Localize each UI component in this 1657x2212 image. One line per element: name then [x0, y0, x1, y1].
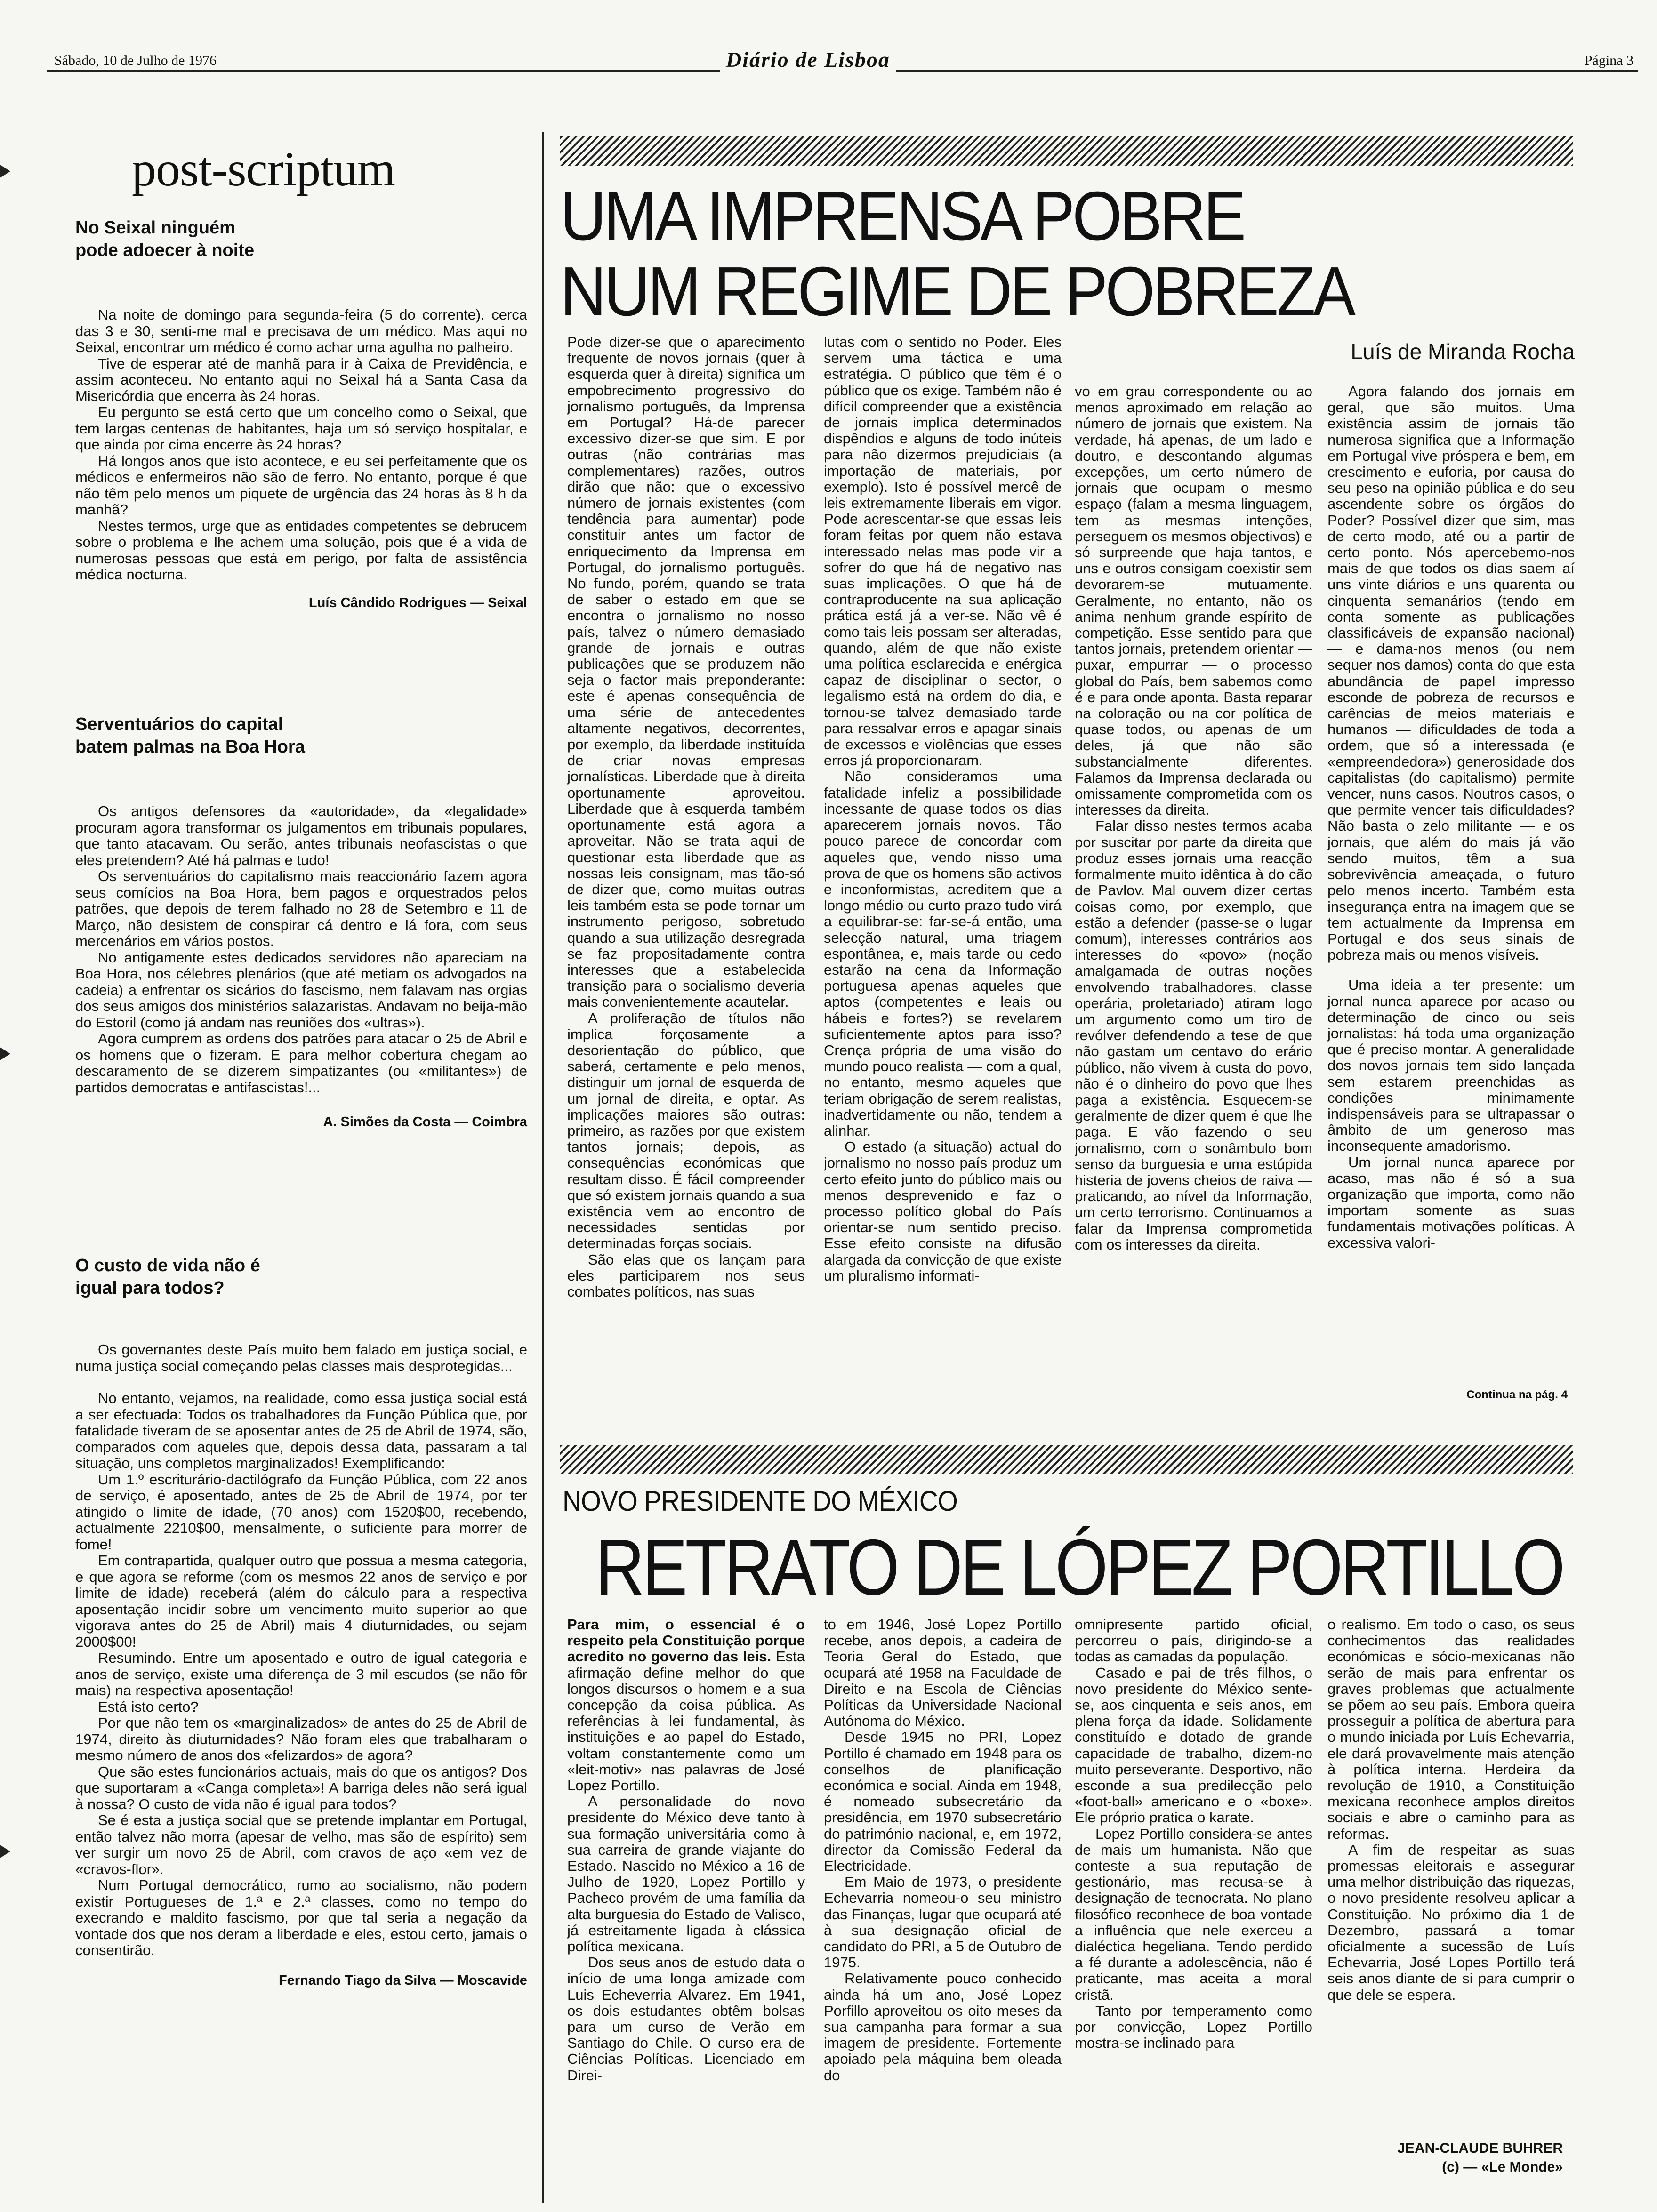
article1-column-4: Agora falando dos jornais em geral, que são muitos. Uma existência assim de jornais tão numerosa significa que a Informação em Portugal vive próspera e bem, em crescimento e euforia, por causa do seu peso na opinião pública e do seu ascendente sobre os órgãos do Poder? Possível dizer que sim, mas de certo modo, até ou a partir de certo ponto. Nós apercebemo-nos mais de que todos os dias saem aí uns vinte diários e uns quarenta ou cinquenta semanários (tendo em conta somente as publicações classificáveis de expansão nacional) — e dama-nos menos (ou nem sequer nos damos) conta do que esta abundância de papel impresso esconde de pobreza de recursos e carências de meios materiais e humanos — dificuldades de toda a ordem, que só a interessada (e «empreendedora») generosidade dos capitalistas (do capitalismo) permite vencer, nuns casos. Noutros casos, o que permite vencer tais dificuldades? Não basta o zelo militante — e os jornais, que além do mais já vão sendo muitos, têm a sua sobrevivência ameaçada, o futuro pelo menos incerto. Também esta insegurança entra na imagem que se tem actualmente da Imprensa em Portugal e dos seus sinais de pobreza mais ou menos visíveis. Uma ideia a ter presente: um jornal nunca aparece por acaso ou determinação de cinco ou seis jornalistas: há toda uma organização que é preciso montar. A generalidade dos novos jornais tem sido lançada sem estarem preenchidas as condições minimamente indispensáveis para se ultrapassar o âmbito de um generoso mas inconsequente amadorismo. Um jornal nunca aparece por acaso, mas não é só a sua organização que importa, como não importam somente as suas fundamentais motivações políticas. A excessiva valori-	[1327, 384, 1575, 1251]
letter-body: Os antigos defensores da «autoridade», da «legalidade» procuram agora transformar os julgamentos em tribunais populares, que tanto atacavam. Ou serão, antes tribunais neofascistas o que eles pretendem? Até há palmas e tudo! Os serventuários do capitalismo mais reaccionário fazem agora seus comícios na Boa Hora, bem pagos e orquestrados pelos patrões, que depois de terem falhado no 28 de Setembro e 11 de Março, não desistem de conspirar cá dentro e lá fora, com seus mercenários em vários postos. No antigamente estes dedicados servidores não apareciam na Boa Hora, nos célebres plenários (que até metiam os advogados na cadeia) a enfrentar os sicários do fascismo, nem falavam nas orgias dos seus amigos dos ministérios salazaristas. Andavam no beija-mão do Estoril (como já andam nas reuniões dos «ultras»). Agora cumprem as ordens dos patrões para atacar o 25 de Abril e os homens que o fizeram. E para melhor cobertura chegam ao descaramento de se dizerem simpatizantes (ou «militantes») de partidos democratas e antifascistas!...	[75, 803, 527, 1096]
letter-signature: A. Simões da Costa — Coimbra	[323, 1114, 527, 1130]
article2-column-2: to em 1946, José Lopez Portillo recebe, anos depois, a cadeira de Teoria Geral do Estado, que ocupará até 1958 na Faculdade de Direito e na Escola de Ciências Políticas da Universidade Nacional Autónoma do México. Desde 1945 no PRI, Lopez Portillo é chamado em 1948 para os conselhos de planificação económica e social. Ainda em 1948, é nomeado subsecretário da presidência, em 1970 subsecretário do património nacional, e, em 1972, director da Comissão Federal da Electricidade. Em Maio de 1973, o presidente Echevarria nomeou-o seu ministro das Finanças, lugar que ocupará até à sua designação oficial de candidato do PRI, a 5 de Outubro de 1975. Relativamente pouco conhecido ainda há um ano, José Lopez Porfillo aproveitou os oito meses da sua campanha para formar a sua imagem de presidente. Fortemente apoiado pela máquina bem oleada do	[824, 1617, 1062, 2084]
letter-body: Os governantes deste País muito bem falado em justiça social, e numa justiça social começando pelas classes mais desprotegidas... No entanto, vejamos, na realidade, como essa justiça social está a ser efectuada: Todos os trabalhadores da Função Pública que, por fatalidade tiveram de se aposentar antes de 25 de Abril de 1974, são, comparados com aqueles que, depois dessa data, passaram a tal situação, uns completos marginalizados! Exemplificando: Um 1.º escriturário-dactilógrafo da Função Pública, com 22 anos de serviço, é aposentado, antes de 25 de Abril de 1974, por ter atingido o limite de idade, (70 anos) com 1520$00, recebendo, actualmente 2210$00, mensalmente, o suficiente para morrer de fome! Em contrapartida, qualquer outro que possua a mesma categoria, e que agora se reforme (com os mesmos 22 anos de serviço e por limite de idade) receberá (além do cálculo para a respectiva aposentação incidir sobre um vencimento muito superior ao que vigorava antes do 25 de Abril) mais 4 diuturnidades, ou sejam 2000$00! Resumindo. Entre um aposentado e outro de igual categoria e anos de serviço, existe uma diferença de 3 mil escudos (se não fôr mais) na respectiva aposentação! Está isto certo? Por que não tem os «marginalizados» de antes do 25 de Abril de 1974, direito às diuturnidades? Não foram eles que trabalharam o mesmo número de anos dos «felizardos» de agora? Que são estes funcionários actuais, mais do que os antigos? Dos que suportaram a «Canga completa»! A barriga deles não será igual à nossa? O custo de vida não é igual para todos? Se é esta a justiça social que se pretende implantar em Portugal, então talvez não morra (apesar de velho, mas são de espírito) sem ver surgir um novo 25 de Abril, com cravos de aço «em vez de «cravos-flor». Num Portugal democrático, rumo ao socialismo, não podem existir Portugueses de 1.ª e 2.ª classes, como no tempo do execrando e maldito fascismo, por que tal seria a negação da vontade dos que nos deram a liberdade e eles, estou certo, jamais o consentirão.	[75, 1341, 527, 1958]
article2-lead: Para mim, o essencial é o respeito pela Constituição porque acredito no governo das leis.	[567, 1617, 805, 1665]
article2-headline: RETRATO DE LÓPEZ PORTILLO	[595, 1523, 1563, 1611]
letter-3	[75, 1254, 527, 1988]
article2-byline: JEAN-CLAUDE BUHRER (c) — «Le Monde»	[1397, 2140, 1563, 2175]
letter-signature: Fernando Tiago da Silva — Moscavide	[278, 1972, 527, 1988]
issue-date: Sábado, 10 de Julho de 1976	[54, 53, 217, 68]
column-rule	[542, 132, 544, 2203]
margin-mark	[0, 1047, 10, 1060]
postscriptum-title: post-scriptum	[132, 142, 395, 196]
page-number: Página 3	[1584, 53, 1633, 68]
margin-mark	[0, 1845, 10, 1858]
article1-author: Luís de Miranda Rocha	[1351, 339, 1575, 364]
article2-column-4: o realismo. Em todo o caso, os seus conhecimentos das realidades económicas e sócio-mexicanas não serão de mais para enfrentar os graves problemas que actualmente se põem ao seu país. Embora queira prosseguir a política de abertura para o mundo iniciada por Luís Echevarria, ele dará provavelmente mais atenção à política interna. Herdeira da revolução de 1910, a Constituição mexicana reconhece amplos direitos sociais e abre o caminho para as reformas. A fim de respeitar as suas promessas eleitorais e assegurar uma melhor distribuição das riquezas, o novo presidente resolveu aplicar a Constituição. No próximo dia 1 de Dezembro, passará a tomar oficialmente a sucessão de Luís Echevarria, José Lopes Portillo terá seis anos diante de si para cumprir o que dele se espera.	[1327, 1617, 1575, 2003]
article1-column-3: vo em grau correspondente ou ao menos aproximado em relação ao número de jornais que existem. Na verdade, há apenas, de um lado e doutro, e descontando algumas excepções, um certo número de jornais que ocupam o mesmo espaço (falam a mesma linguagem, tem as mesmas intenções, perseguem os mesmos objectivos) e só surpreende que haja tantos, e uns e outros consigam coexistir sem devorarem-se mutuamente. Geralmente, no entanto, não os anima nenhum grande espírito de competição. Esse sentido para que tantos jornais, pretendem orientar — puxar, empurrar — o processo global do País, bem sabemos como é e para onde aponta. Basta reparar na coloração ou na cor política de quase todos, ou apenas de um deles, já que não são substancialmente diferentes. Falamos da Imprensa declarada ou omissamente comprometida com os interesses da direita. Falar disso nestes termos acaba por suscitar por parte da direita que produz esses jornais uma reacção formalmente muito idêntica à do cão de Pavlov. Mal ouvem dizer certas coisas como, por exemplo, que estão a defender (passe-se o lugar comum), interesses contrários aos interesses do «povo» (noção amalgamada de outras noções envolvendo trabalhadores, classe operária, proletariado) atiram logo um argumento como um tiro de revólver defendendo a tese de que não gastam um centavo do erário público, não vivem à custa do povo, não é o dinheiro do povo que lhes paga a existência. Esquecem-se geralmente de dizer quem é que lhe paga. E vão fazendo o seu jornalismo, com o sonâmbulo bom senso da burguesia e uma estúpida histeria de jovens cheios de raiva — praticando, ao nível da Informação, um certo terrorismo. Continuamos a falar da Imprensa comprometida com os interesses da direita.	[1075, 384, 1312, 1253]
article1-headline: UMA IMPRENSA POBRE NUM REGIME DE POBREZA	[560, 177, 1353, 330]
margin-mark	[0, 165, 10, 178]
masthead: Diário de Lisboa	[720, 47, 896, 72]
article1-column-1: Pode dizer-se que o aparecimento frequente de novos jornais (quer à esquerda quer à direita) significa um empobrecimento progressivo do jornalismo português, da Imprensa em Portugal? Há-de parecer excessivo dizer-se que sim. E por outras (não contrárias mas complementares) razões, outros dirão que não: que o excessivo número de jornais existentes (com tendência para aumentar) pode constituir antes um factor de enriquecimento da Imprensa em Portugal, do jornalismo português. No fundo, porém, quando se trata de saber o estado em que se encontra o jornalismo no nosso país, talvez o número demasiado grande de jornais e outras publicações que se produzem não seja o factor mais preponderante: este é apenas consequência de uma série de antecedentes altamente negativos, decorrentes, por exemplo, da liberdade instituída de criar novas empresas jornalísticas. Liberdade que à direita oportunamente aproveitou. Liberdade que à esquerda também oportunamente está agora a aproveitar. Não se trata aqui de questionar esta liberdade que as nossas leis consignam, mas tão-só de dizer que, como muitas outras leis também esta se pode tornar um instrumento perigoso, sobretudo quando a sua utilização desregrada se faz propositadamente contra interesses que a estabelecida transição para o socialismo deveria mais convenientemente acautelar. A proliferação de títulos não implica forçosamente a desorientação do público, que saberá, certamente e pelo menos, distinguir um jornal de esquerda de um jornal de direita, e optar. As implicações maiores são outras: primeiro, as razões por que existem tantos jornais; depois, as consequências económicas que resultam disso. É fácil compreender que só existem jornais quando a sua existência vem ao encontro de necessidades sentidas por determinadas forças sociais. São elas que os lançam para eles participarem nos seus combates políticos, nas suas	[567, 334, 805, 1300]
hatch-band-middle	[560, 1445, 1573, 1474]
letter-heading: Serventuários do capital batem palmas na Boa Hora	[75, 714, 305, 757]
letter-2	[75, 713, 527, 1130]
letter-signature: Luís Cândido Rodrigues — Seixal	[308, 595, 527, 610]
article1-column-2: lutas com o sentido no Poder. Eles servem uma táctica e uma estratégia. O público que têm é o público que os exige. Também não é difícil compreender que a existência de jornais implica determinados dispêndios e alguns de todo inúteis para não dizermos prejudiciais (a importação de materiais, por exemplo). Isto é possível mercê de leis extremamente liberais em vigor. Pode acrescentar-se que essas leis foram feitas por quem não estava interessado nelas mas pode vir a sofrer do que há de negativo nas suas implicações. O que há de contraproducente na sua aplicação prática está já a ver-se. Não vê é como tais leis possam ser alteradas, quando, além de que não existe uma política esclarecida e enérgica capaz de disciplinar o sector, o legalismo está na ordem do dia, e tornou-se talvez demasiado tarde para ressalvar erros e apagar sinais de excessos e violências que esses erros já proporcionaram. Não consideramos uma fatalidade infeliz a possibilidade incessante de quase todos os dias aparecerem jornais novos. Tão pouco parece de concordar com aqueles que, vendo nisso uma prova de que os homens são activos e inconformistas, acreditem que a longo médio ou curto prazo tudo virá a equilibrar-se: far-se-á então, uma selecção natural, uma triagem espontânea, e, mais tarde ou cedo estarão na cena da Informação portuguesa apenas aqueles que aptos (competentes e leais ou hábeis e fortes?) se revelarem suficientemente aptos para isso? Crença própria de uma visão do mundo pouco realista — com a qual, no entanto, mesmo aqueles que teriam obrigação de serem realistas, inadvertidamente ou não, tendem a alinhar. O estado (a situação) actual do jornalismo no nosso país produz um certo efeito junto do público mais ou menos desprevenido e faz o processo político global do País orientar-se num sentido preciso. Esse efeito consiste na difusão alargada da convicção de que existe um pluralismo informati-	[824, 334, 1062, 1284]
continued-note: Continua na pág. 4	[1466, 1388, 1568, 1401]
letter-1	[75, 216, 527, 611]
hatch-band-top	[560, 136, 1573, 166]
letter-heading: O custo de vida não é igual para todos?	[75, 1256, 260, 1298]
article2-column-1: Para mim, o essencial é o respeito pela Constituição porque acredito no governo das leis. Esta afirmação define melhor do que longos discursos o homem e a sua concepção da coisa pública. As referências à lei fundamental, às instituições e ao papel do Estado, voltam constantemente como um «leit-motiv» nas palavras de José Lopez Portillo. A personalidade do novo presidente do México deve tanto à sua formação universitária como à sua carreira de grande viajante do Estado. Nascido no México a 16 de Julho de 1920, Lopez Portillo y Pacheco provém de uma família da alta burguesia do Estado de Valisco, já estreitamente ligada à clássica política mexicana. Dos seus anos de estudo data o início de uma longa amizade com Luis Echeverria Alvarez. Em 1941, os dois estudantes obtêm bolsas para um curso de Verão em Santiago do Chile. O curso era de Ciências Políticas. Licenciado em Direi-	[567, 1617, 805, 2084]
article2-subheadline: NOVO PRESIDENTE DO MÉXICO	[563, 1485, 957, 1517]
letter-body: Na noite de domingo para segunda-feira (5 do corrente), cerca das 3 e 30, senti-me mal e precisava de um médico. Mas aqui no Seixal, encontrar um médico é como achar uma agulha no palheiro. Tive de esperar até de manhã para ir à Caixa de Previdência, e assim aconteceu. No entanto aqui no Seixal há a Santa Casa da Misericórdia que encerra às 24 horas. Eu pergunto se está certo que um concelho como o Seixal, que tem largas centenas de habitantes, haja um só serviço hospitalar, e que ainda por cima encerre às 24 horas? Há longos anos que isto acontece, e eu sei perfeitamente que os médicos e enfermeiros não são de ferro. No entanto, porque é que não têm pelo menos um piquete de urgência das 24 horas às 8 h da manhã? Nestes termos, urge que as entidades competentes se debrucem sobre o problema e lhe achem uma solução, pois que é a vida de numerosas pessoas que está em perigo, por falta de assistência médica nocturna.	[75, 306, 527, 583]
article2-column-3: omnipresente partido oficial, percorreu o país, dirigindo-se a todas as camadas da população. Casado e pai de três filhos, o novo presidente do México sente-se, aos cinquenta e seis anos, em plena força da idade. Solidamente constituído e dotado de grande capacidade de trabalho, dizem-no muito perseverante. Desportivo, não esconde a sua predilecção pelo «foot-ball» americano e o «boxe». Ele próprio pratica o karate. Lopez Portillo considera-se antes de mais um humanista. Não que conteste a sua reputação de gestionário, mas recusa-se à designação de tecnocrata. No plano filosófico reconhece de boa vontade a influência que nele exerceu a dialéctica hegeliana. Tendo perdido a fé durante a adolescência, não é praticante, mas aceita a moral cristã. Tanto por temperamento como por convicção, Lopez Portillo mostra-se inclinado para	[1075, 1617, 1312, 2052]
letter-heading: No Seixal ninguém pode adoecer à noite	[75, 218, 255, 260]
